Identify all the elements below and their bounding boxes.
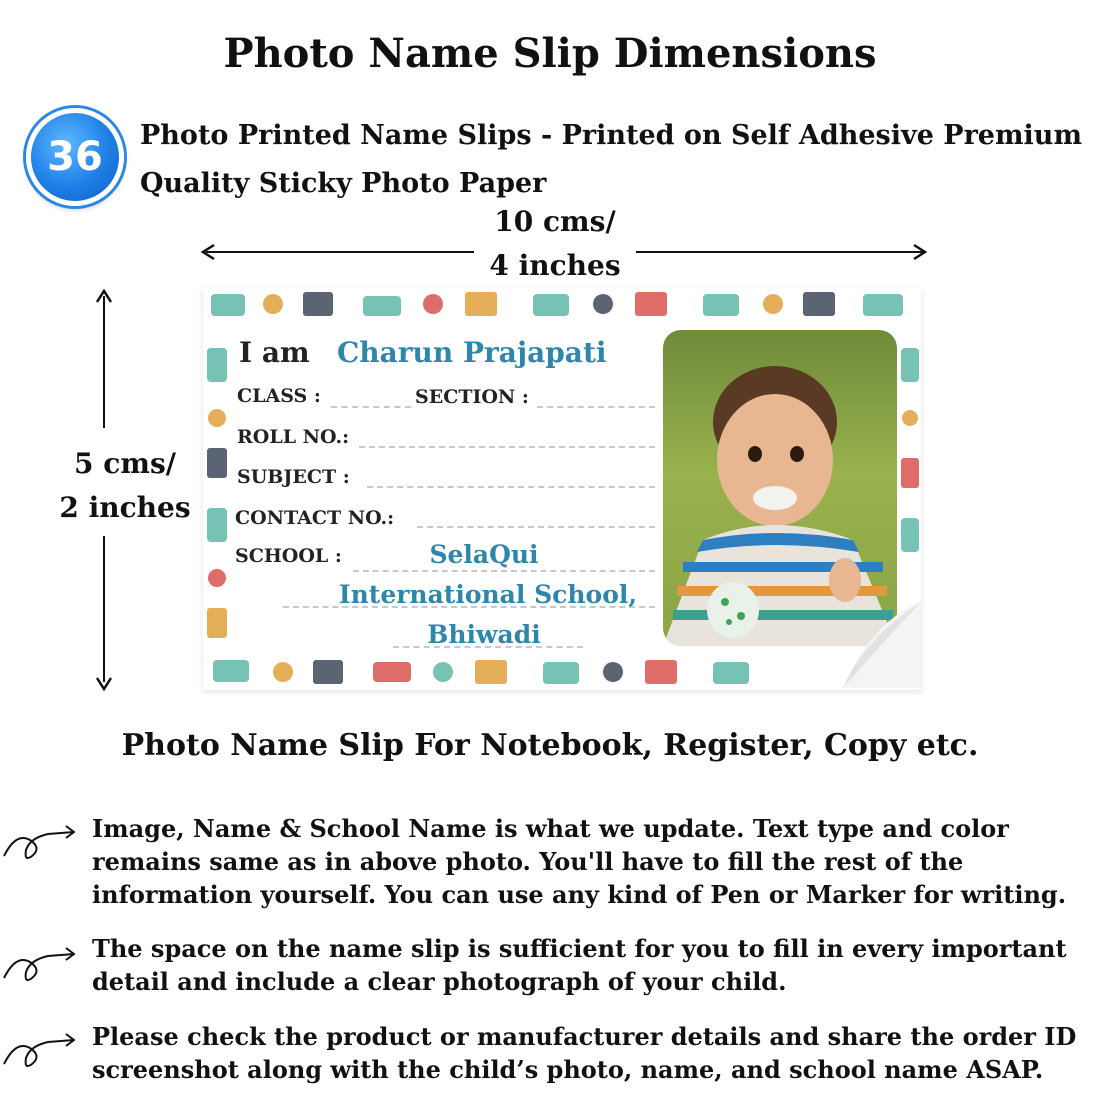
- school-name-line: Bhiwadi: [427, 620, 541, 649]
- width-cm: 10 cms/: [494, 205, 616, 238]
- number-badge: [26, 108, 124, 206]
- product-subtitle: [140, 112, 1085, 208]
- slip-child-name: Charun Prajapati: [337, 336, 607, 369]
- school-name-line: SelaQui: [429, 540, 539, 569]
- note-line: The space on the name slip is sufficient for you to fill in every important: [92, 934, 1067, 963]
- note-line: information yourself. You can use any kind of Pen or Marker for writing.: [92, 880, 1067, 909]
- page-title: Photo Name Slip Dimensions: [223, 30, 877, 77]
- height-arrow-top-line: [103, 296, 105, 428]
- child-photo: [663, 330, 897, 646]
- note-item: [92, 1020, 1087, 1086]
- height-arrow-bottom-line: [103, 536, 105, 682]
- width-arrow-left-line: [206, 251, 474, 253]
- height-dimension-label: [50, 442, 200, 530]
- peel-corner-icon: [833, 600, 921, 690]
- class-label: CLASS :: [237, 385, 321, 407]
- usage-tagline: Photo Name Slip For Notebook, Register, Copy etc.: [121, 728, 979, 763]
- arrow-left-icon: [200, 243, 220, 261]
- contact-fill-line: [417, 526, 655, 528]
- arrow-up-icon: [95, 288, 113, 306]
- name-slip-preview: [203, 288, 921, 690]
- child-photo-illustration: [663, 330, 897, 646]
- school-label: SCHOOL :: [235, 545, 342, 567]
- note-line: screenshot along with the child’s photo, name, and school name ASAP.: [92, 1055, 1044, 1084]
- class-fill-line: [331, 406, 411, 408]
- width-arrow-right-line: [636, 251, 924, 253]
- squiggle-arrow-icon: [2, 822, 80, 864]
- badge-number: 36: [47, 134, 103, 180]
- width-inch: 4 inches: [489, 249, 621, 282]
- arrow-down-icon: [95, 674, 113, 692]
- contact-label: CONTACT NO.:: [235, 507, 395, 529]
- roll-fill-line: [359, 446, 655, 448]
- section-label: SECTION :: [415, 386, 529, 408]
- note-item: [92, 812, 1087, 911]
- width-dimension-label: [480, 200, 630, 288]
- subtitle-line: Quality Sticky Photo Paper: [140, 168, 547, 199]
- note-line: detail and include a clear photograph of your child.: [92, 967, 787, 996]
- height-cm: 5 cms/: [74, 447, 176, 480]
- squiggle-arrow-icon: [2, 1030, 80, 1072]
- subtitle-line: Photo Printed Name Slips - Printed on Self Adhesive Premium: [140, 120, 1083, 151]
- subject-fill-line: [367, 486, 655, 488]
- slip-intro: I am: [239, 336, 310, 369]
- arrow-right-icon: [908, 243, 928, 261]
- roll-label: ROLL NO.:: [237, 426, 350, 448]
- subject-label: SUBJECT :: [237, 466, 350, 488]
- note-line: remains same as in above photo. You'll have to fill the rest of the: [92, 847, 964, 876]
- squiggle-arrow-icon: [2, 944, 80, 986]
- school-fill-line: [353, 570, 655, 572]
- note-line: Image, Name & School Name is what we update. Text type and color: [92, 814, 1009, 843]
- height-inch: 2 inches: [59, 491, 191, 524]
- section-fill-line: [537, 406, 655, 408]
- school-name-line: International School,: [338, 580, 638, 609]
- note-item: [92, 932, 1087, 998]
- note-line: Please check the product or manufacturer details and share the order ID: [92, 1022, 1077, 1051]
